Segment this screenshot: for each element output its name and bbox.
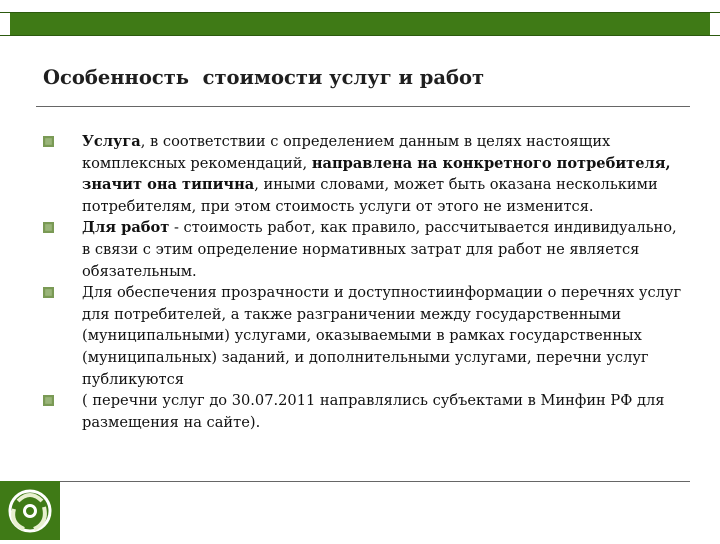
square-bullet-icon bbox=[43, 222, 54, 233]
title-divider bbox=[36, 106, 690, 107]
top-bar-right-edge bbox=[710, 13, 720, 35]
slide-title: Особенность стоимости услуг и работ bbox=[43, 66, 485, 89]
bullet-text-raboty: Для работ - стоимость работ, как правило, рассчитывается индивидуально, в связи с этим определение нормативных затрат для работ не является обязательным. bbox=[82, 219, 677, 280]
bullet-item bbox=[43, 282, 683, 390]
logo bbox=[0, 481, 60, 540]
square-bullet-icon bbox=[43, 287, 54, 298]
ring-logo-icon bbox=[0, 481, 60, 540]
bullet-item bbox=[43, 390, 683, 433]
bullet-text-perechni: ( перечни услуг до 30.07.2011 направлялись субъектами в Минфин РФ для размещения на сайте). bbox=[82, 392, 665, 431]
bullet-item bbox=[43, 131, 683, 217]
bullet-text-usluga: Услуга, в соответствии с определением данным в целях настоящих комплексных рекомендаций, направлена на конкретного потребителя, значит она типична, иными словами, может быть оказана несколькими потребителям, при этом стоимость услуги от этого не изменится. bbox=[82, 133, 671, 215]
bullet-list bbox=[43, 131, 683, 433]
top-bar-left-edge bbox=[0, 13, 10, 35]
bottom-divider bbox=[60, 481, 690, 482]
bullet-item bbox=[43, 217, 683, 282]
top-accent-bar bbox=[0, 12, 720, 36]
bullet-text-prozrachnost: Для обеспечения прозрачности и доступностиинформации о перечнях услуг для потребителей, а также разграничении между государственными (муниципальными) услугами, оказываемыми в рамках государственных (муниципальных) заданий, и дополнительными услугами, перечни услуг публикуются bbox=[82, 284, 682, 388]
square-bullet-icon bbox=[43, 395, 54, 406]
square-bullet-icon bbox=[43, 136, 54, 147]
